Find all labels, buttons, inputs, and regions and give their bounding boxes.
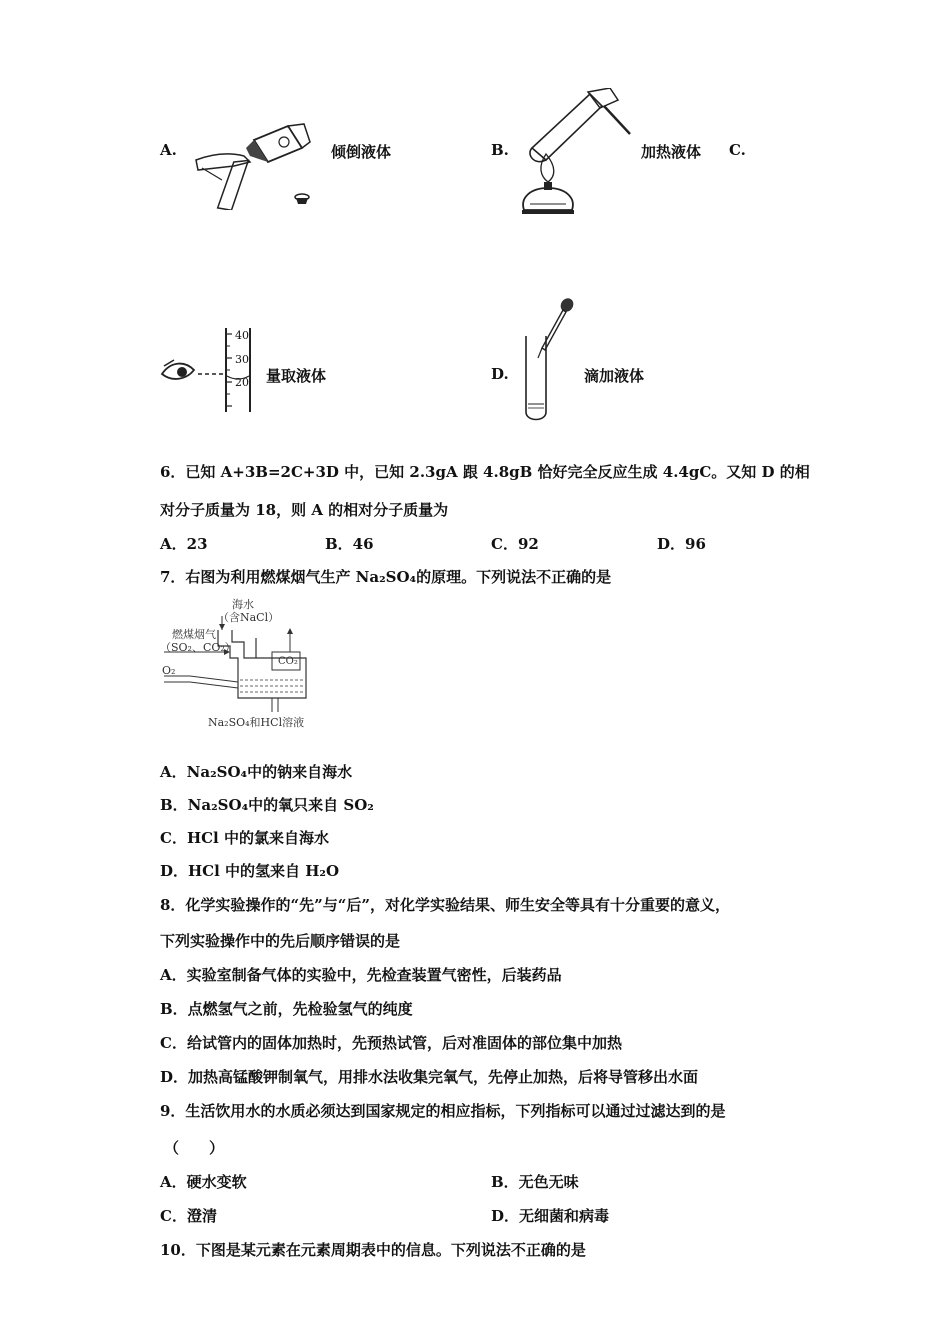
q9-option-d: D．无细菌和病毒 xyxy=(491,1207,610,1225)
diagram-flue-gas-label: 燃煤烟气 xyxy=(172,628,216,641)
q8-option-c: C．给试管内的固体加热时，先预热试管，后对准固体的部位集中加热 xyxy=(160,1034,622,1052)
q9-stem-line1: 9．生活饮用水的水质必须达到国家规定的相应指标，下列指标可以通过过滤达到的是 xyxy=(160,1102,726,1120)
cylinder-tick-20: 20 xyxy=(235,376,249,389)
q8-option-b: B．点燃氢气之前，先检验氢气的纯度 xyxy=(160,1000,413,1018)
q6-option-c: C．92 xyxy=(491,535,539,553)
q7-stem: 7．右图为利用燃煤烟气生产 Na₂SO₄的原理。下列说法不正确的是 xyxy=(160,568,612,586)
q6-option-b: B．46 xyxy=(325,535,374,553)
q6-option-a: A．23 xyxy=(160,535,208,553)
heating-liquid-figure xyxy=(518,88,638,216)
q8-stem-line2: 下列实验操作中的先后顺序错误的是 xyxy=(160,932,401,950)
q8-option-a: A．实验室制备气体的实验中，先检查装置气密性，后装药品 xyxy=(160,966,562,984)
q8-stem-line1: 8．化学实验操作的“先”与“后”，对化学实验结果、师生安全等具有十分重要的意义， xyxy=(160,896,730,914)
dropping-liquid-figure xyxy=(520,296,580,422)
q7-option-c: C．HCl 中的氯来自海水 xyxy=(160,829,329,847)
q9-option-b: B．无色无味 xyxy=(491,1173,579,1191)
q10-stem: 10．下图是某元素在元素周期表中的信息。下列说法不正确的是 xyxy=(160,1241,586,1259)
flue-gas-process-diagram xyxy=(160,596,310,736)
q5-option-c-label: 量取液体 xyxy=(266,367,327,385)
q5-option-d-label: 滴加液体 xyxy=(584,367,645,385)
q8-option-d: D．加热高锰酸钾制氧气，用排水法收集完氧气，先停止加热，后将导管移出水面 xyxy=(160,1068,699,1086)
diagram-co2-label: CO₂ xyxy=(278,656,298,667)
q7-option-a: A．Na₂SO₄中的钠来自海水 xyxy=(160,763,353,781)
pouring-liquid-figure xyxy=(192,118,326,210)
q6-option-d: D．96 xyxy=(657,535,706,553)
q6-stem-line2: 对分子质量为 18，则 A 的相对分子质量为 xyxy=(160,501,449,519)
diagram-flue-gas-note: （SO₂、CO₂） xyxy=(160,641,236,654)
q7-option-b: B．Na₂SO₄中的氧只来自 SO₂ xyxy=(160,796,374,814)
q7-option-d: D．HCl 中的氢来自 H₂O xyxy=(160,862,340,880)
q9-option-a: A．硬水变软 xyxy=(160,1173,247,1191)
q9-option-c: C．澄清 xyxy=(160,1207,217,1225)
diagram-product-label: Na₂SO₄和HCl溶液 xyxy=(208,716,305,729)
q5-option-b-label: 加热液体 xyxy=(641,143,702,161)
q5-option-a-letter: A. xyxy=(160,141,177,159)
diagram-seawater-label: 海水 xyxy=(232,598,254,611)
q9-stem-line2: （ ） xyxy=(164,1139,225,1157)
q6-stem-line1: 6．已知 A+3B=2C+3D 中，已知 2.3gA 跟 4.8gB 恰好完全反应生成 4.4gC。又知 D 的相 xyxy=(160,463,810,481)
diagram-o2-label: O₂ xyxy=(162,664,176,677)
q5-option-d-letter: D. xyxy=(491,365,509,383)
cylinder-tick-30: 30 xyxy=(235,353,249,366)
q5-option-c-letter: C. xyxy=(729,141,746,159)
q5-option-b-letter: B. xyxy=(491,141,509,159)
diagram-seawater-note: （含NaCl） xyxy=(218,611,280,624)
q5-option-a-label: 倾倒液体 xyxy=(331,143,392,161)
cylinder-tick-40: 40 xyxy=(235,329,249,342)
